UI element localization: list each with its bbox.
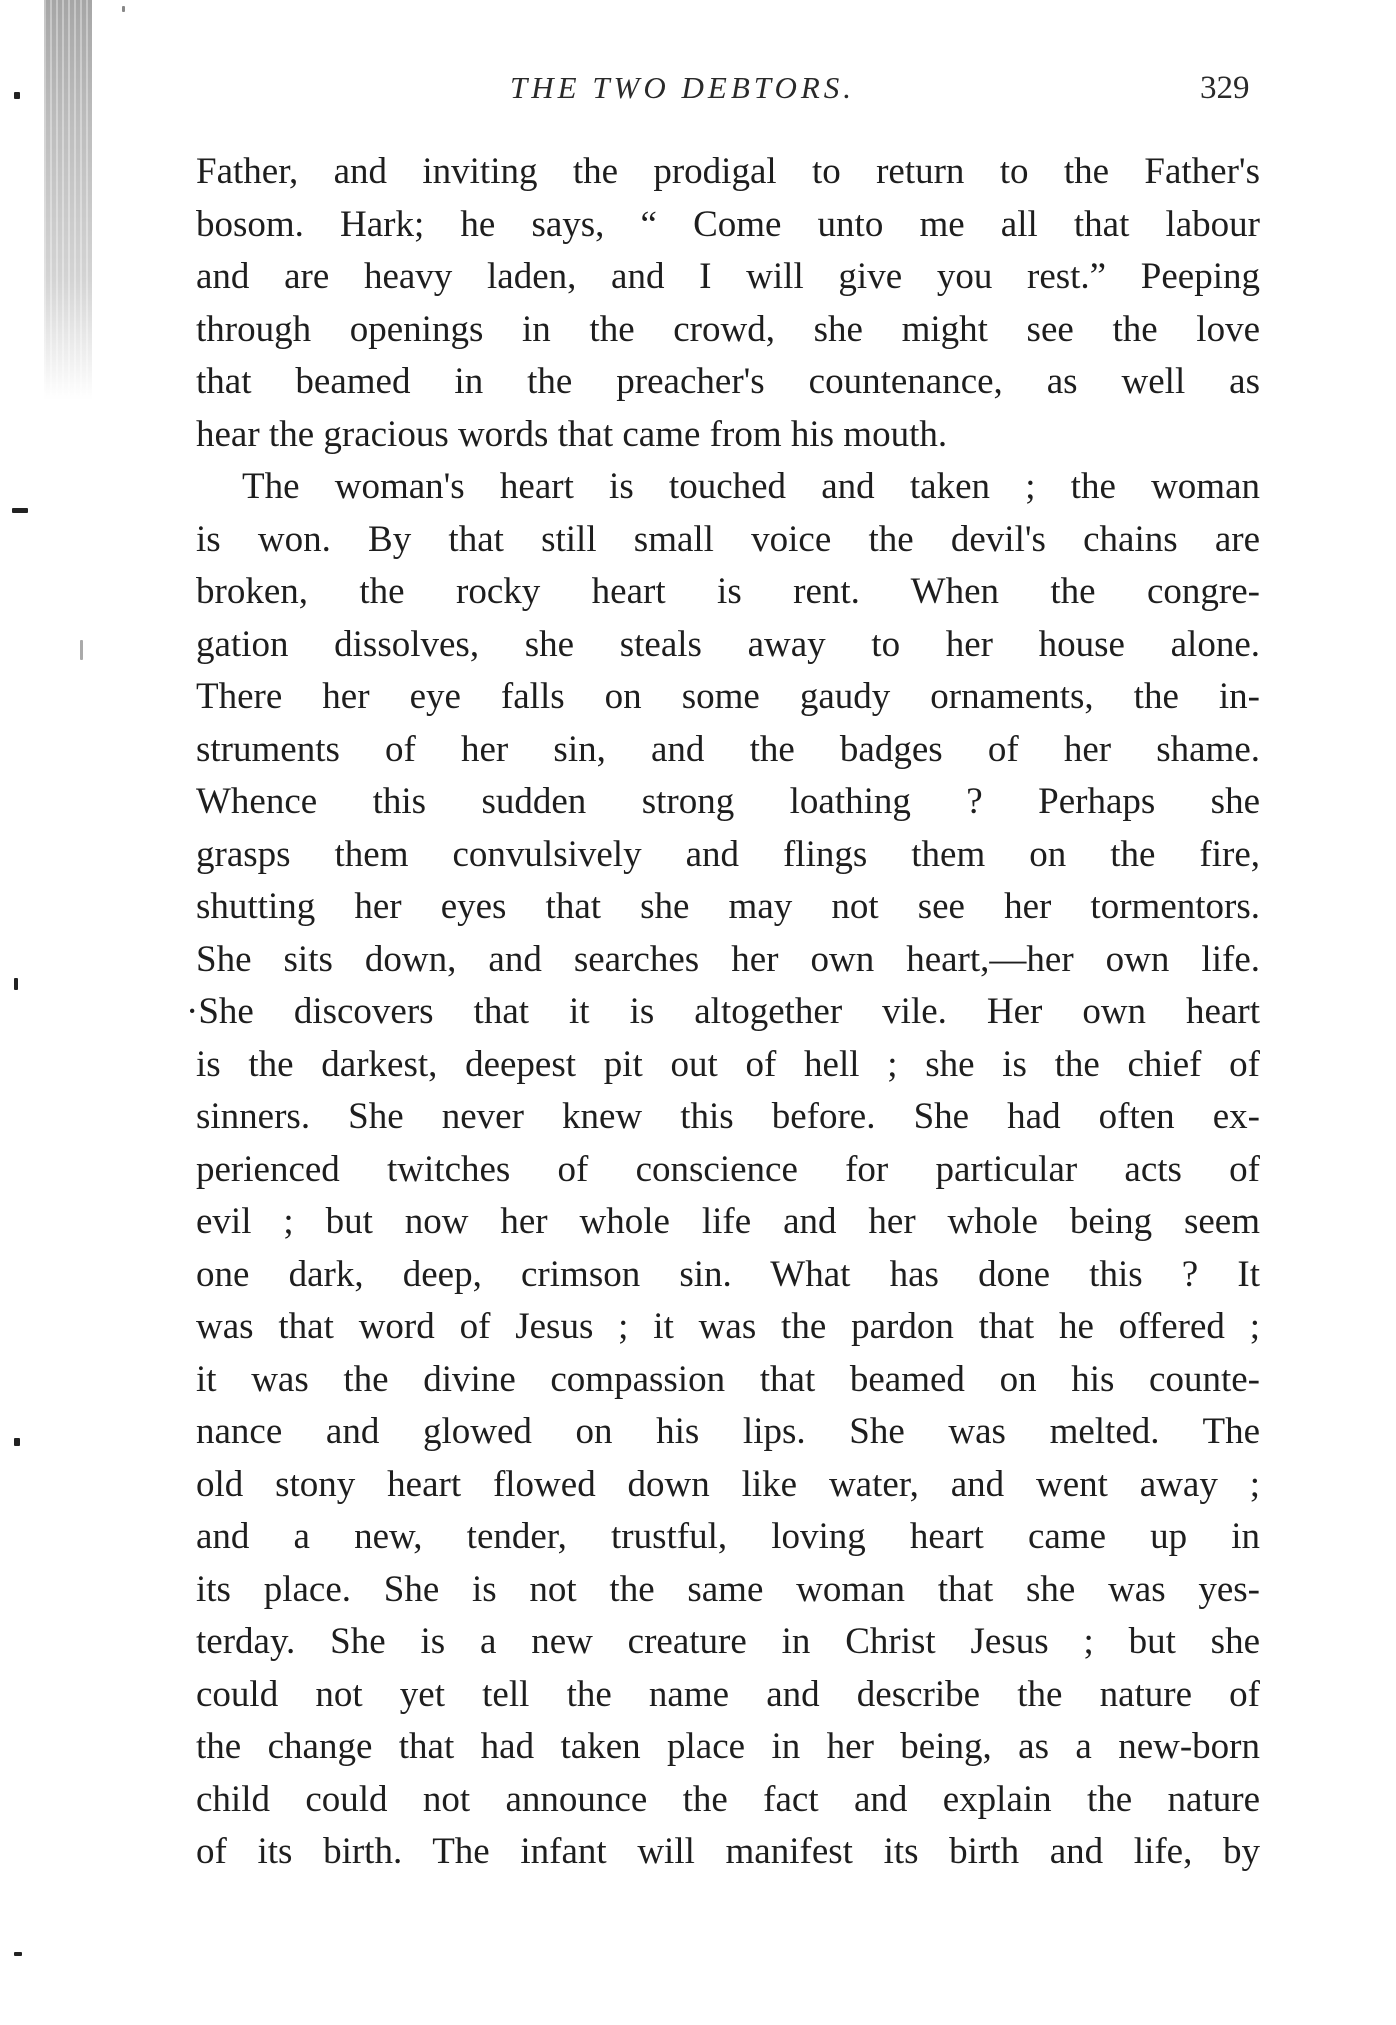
text-line: Whence this sudden strong loathing ? Perhaps she [196,781,1260,822]
speck [12,508,28,513]
text-line: of its birth. The infant will manifest its birth and life, by [196,1831,1260,1872]
text-line: could not yet tell the name and describe the nature of [196,1673,1260,1715]
text-line: and are heavy laden, and I will give you rest.” Peeping [196,256,1260,297]
text-line: it was the divine compassion that beamed on his counte- [196,1358,1260,1400]
scan-specks [0,0,140,2025]
text-line: through openings in the crowd, she might see the love [196,308,1260,350]
text-line: grasps them convulsively and flings them on the fire, [196,833,1260,875]
text-line: nance and glowed on his lips. She was melted. The [196,1411,1260,1452]
text-line: Father, and inviting the prodigal to return to the Father's [196,151,1260,192]
text-line: the change that had taken place in her being, as a new-born [196,1726,1260,1767]
text-line: is the darkest, deepest pit out of hell ; she is the chief of [196,1043,1260,1085]
text-line: hear the gracious words that came from his mouth. [196,413,948,455]
text-line: terday. She is a new creature in Christ Jesus ; but she [196,1621,1260,1662]
text-line: its place. She is not the same woman that she was yes- [196,1568,1260,1610]
speck [80,640,83,660]
text-line: struments of her sin, and the badges of her shame. [196,728,1260,770]
text-line: She sits down, and searches her own heart,—her own life. [196,938,1260,980]
body-text [186,146,1260,1879]
text-line: is won. By that still small voice the devil's chains are [196,518,1260,560]
text-line: that beamed in the preacher's countenance, as well as [196,361,1260,402]
text-line: and a new, tender, trustful, loving heart came up in [196,1516,1260,1557]
speck [14,978,18,990]
running-title: THE TWO DEBTORS. [510,70,856,105]
text-line: sinners. She never knew this before. She had often ex- [196,1096,1260,1137]
text-line: old stony heart flowed down like water, and went away ; [196,1463,1260,1505]
paragraph-first-line: The woman's heart is touched and taken ; the woman [242,466,1260,507]
text-line: evil ; but now her whole life and her whole being seem [196,1201,1260,1242]
speck [122,6,125,12]
text-line: gation dissolves, she steals away to her house alone. [196,623,1260,665]
text-line: one dark, deep, crimson sin. What has done this ? It [196,1253,1260,1295]
text-line: There her eye falls on some gaudy ornaments, the in- [196,676,1260,717]
text-line: perienced twitches of conscience for particular acts of [196,1148,1260,1190]
running-head [0,62,1396,112]
text-line: ·She discovers that it is altogether vile. Her own heart [186,991,1260,1032]
speck [14,1438,20,1446]
page-number: 329 [1200,70,1250,106]
text-line: shutting her eyes that she may not see her tormentors. [196,886,1260,927]
text-line: broken, the rocky heart is rent. When the congre- [196,571,1260,612]
text-line: was that word of Jesus ; it was the pardon that he offered ; [196,1306,1260,1347]
speck [14,1952,22,1956]
text-line: child could not announce the fact and explain the nature [196,1778,1260,1820]
text-line: bosom. Hark; he says, “ Come unto me all that labour [196,203,1260,245]
